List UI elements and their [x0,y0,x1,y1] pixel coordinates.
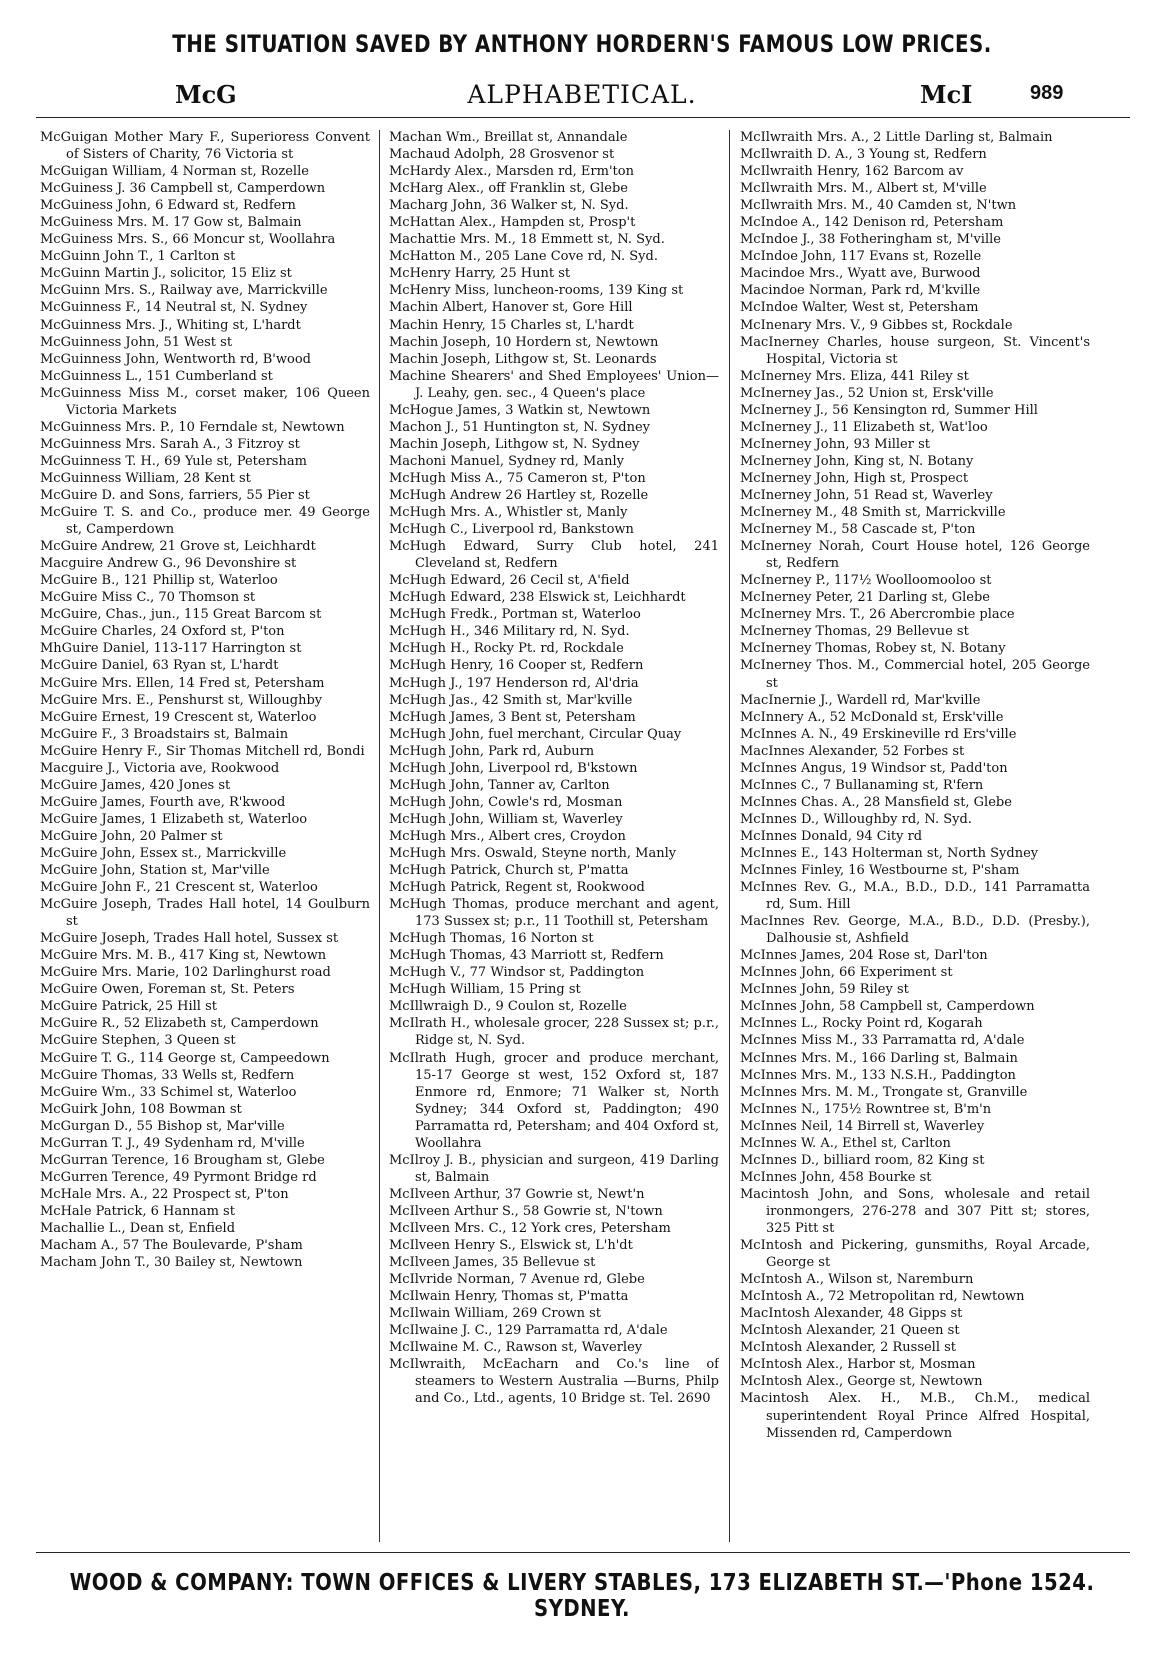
directory-entry: McHugh Patrick, Regent st, Rookwood [389,880,645,896]
directory-entry: McGuinness Mrs. J., Whiting st, L'hardt [40,317,301,333]
directory-entry: McIlwraith Mrs. M., Albert st, M'ville [740,181,987,197]
directory-entry: McGuire Henry F., Sir Thomas Mitchell rd, Bondi [40,743,365,759]
directory-entry: McGuire B., 121 Phillip st, Waterloo [40,573,278,589]
directory-entry: McInerney John, High st, Prospect [740,470,969,486]
directory-entry: McIndoe John, 117 Evans st, Rozelle [740,249,982,265]
directory-entry: McHugh John, Park rd, Auburn [389,743,595,759]
directory-entry: McGuire John F., 21 Crescent st, Waterloo [40,880,318,896]
directory-entry: McInerney J., 56 Kensington rd, Summer Hill [740,402,1038,418]
directory-entry: McGuire James, 1 Elizabeth st, Waterloo [40,811,308,827]
directory-entry: McGuire Charles, 24 Oxford st, P'ton [40,624,285,640]
directory-entry: Machin Joseph, 10 Hordern st, Newtown [389,334,659,350]
directory-entry: McInerney Mrs. T., 26 Abercrombie place [740,607,1015,623]
directory-entry: Macguire J., Victoria ave, Rookwood [40,760,280,776]
directory-entry: McGuinn Martin J., solicitor, 15 Eliz st [40,266,292,282]
directory-entry: McHugh C., Liverpool rd, Bankstown [389,522,634,538]
directory-entry: McIlwraith D. A., 3 Young st, Redfern [740,147,987,163]
directory-entry: McGuigan Mother Mary F., Superioress Convent of Sisters of Charity, 76 Victoria st [40,130,370,163]
directory-entry: McInnes Angus, 19 Windsor st, Padd'ton [740,760,1008,776]
directory-entry: McIndoe A., 142 Denison rd, Petersham [740,215,1004,231]
directory-entry: McInnes Chas. A., 28 Mansfield st, Glebe [740,794,1012,810]
directory-entry: McHugh Henry, 16 Cooper st, Redfern [389,658,644,674]
directory-entry: MacInnes Alexander, 52 Forbes st [740,743,965,759]
directory-entry: McIlveen Mrs. C., 12 York cres, Petersham [389,1221,671,1236]
directory-entry: McGuiness Mrs. M. 17 Gow st, Balmain [40,215,302,231]
directory-entry: McGuire Miss C., 70 Thomson st [40,590,256,606]
directory-entry: McIntosh A., Wilson st, Naremburn [740,1272,974,1288]
directory-entry: McInnes Mrs. M., 133 N.S.H., Paddington [740,1067,1016,1083]
directory-entry: McGuigan William, 4 Norman st, Rozelle [40,164,309,180]
directory-entry: McIlrath Hugh, grocer and produce merchant, 15-17 George st west, 152 Oxford st, 187 Enmore rd, Enmore; 71 Walker st, North Sydney; 344 Oxford st, Paddington; 490 Parramatta rd, Petersham; and 404 Oxford st, Woollahra [389,1050,719,1151]
directory-entry: McHenry Miss, luncheon-rooms, 139 King st [389,283,684,299]
page-header [0,80,1164,114]
directory-entry: McInnes Neil, 14 Birrell st, Waverley [740,1118,985,1134]
directory-entry: McHugh V., 77 Windsor st, Paddington [389,965,645,981]
directory-entry: McHugh Thomas, produce merchant and agent, 173 Sussex st; p.r., 11 Toothill st, Petersham [389,897,719,930]
directory-entry: McInnes L., Rocky Point rd, Kogarah [740,1016,983,1032]
directory-entry: MacInernie J., Wardell rd, Mar'kville [740,692,981,708]
directory-entry: McGuire T. S. and Co., produce mer. 49 George st, Camperdown [40,505,370,538]
directory-entry: MhGuire Daniel, 113-117 Harrington st [40,641,302,657]
directory-entry: McHugh J., 197 Henderson rd, Al'dria [389,675,639,691]
directory-entry: McIlwraith Mrs. A., 2 Little Darling st, Balmain [740,130,1053,145]
directory-entry: MacIntosh Alexander, 48 Gipps st [740,1306,963,1322]
top-advert-banner: THE SITUATION SAVED BY ANTHONY HORDERN'S FAMOUS LOW PRICES. [172,30,992,58]
bottom-advert-banner: WOOD & COMPANY: TOWN OFFICES & LIVERY STABLES, 173 ELIZABETH ST.—'Phone 1524. SYDNEY. [69,1570,1095,1622]
directory-entry: McHugh Jas., 42 Smith st, Mar'kville [389,692,633,708]
directory-entry: McGurren Terence, 49 Pyrmont Bridge rd [40,1169,317,1185]
directory-entry: McIlveen Henry S., Elswick st, L'h'dt [389,1238,633,1254]
directory-entry: McInnes D., Willoughby rd, N. Syd. [740,811,972,827]
directory-entry: Macguire Andrew G., 96 Devonshire st [40,556,297,572]
directory-entry: McGuire Mrs. Ellen, 14 Fred st, Petersham [40,675,325,691]
directory-entry: McIlveen Arthur, 37 Gowrie st, Newt'n [389,1186,645,1202]
header-right-guide: McI [920,80,973,109]
directory-entry: McHugh William, 15 Pring st [389,982,581,998]
directory-entry: Machattie Mrs. M., 18 Emmett st, N. Syd. [389,232,665,248]
directory-entry: Macham John T., 30 Bailey st, Newtown [40,1255,303,1271]
directory-column-3 [740,129,1090,1545]
directory-entry: McIlrath H., wholesale grocer, 228 Sussex st; p.r., Ridge st, N. Syd. [389,1016,719,1049]
directory-entry: McGuire John, Station st, Mar'ville [40,863,270,879]
directory-entry: McInerney J., 11 Elizabeth st, Wat'loo [740,419,988,435]
directory-entry: McIlwraith Mrs. M., 40 Camden st, N'twn [740,198,1017,214]
directory-entry: McInnes Donald, 94 City rd [740,828,923,844]
header-title: ALPHABETICAL. [467,80,697,109]
directory-entry: McGuinness William, 28 Kent st [40,470,251,486]
directory-entry: McHugh Edward, 238 Elswick st, Leichhardt [389,590,686,606]
directory-entry: McInerney P., 117½ Woolloomooloo st [740,573,992,589]
directory-entry: Machin Henry, 15 Charles st, L'hardt [389,317,634,333]
directory-entry: McGuinness Mrs. Sarah A., 3 Fitzroy st [40,436,300,452]
directory-entry: McGurran Terence, 16 Brougham st, Glebe [40,1152,325,1168]
directory-entry: McGuire T. G., 114 George st, Campeedown [40,1050,330,1066]
directory-entry: McIlwraith Henry, 162 Barcom av [740,164,964,180]
directory-entry: McGuire Ernest, 19 Crescent st, Waterloo [40,709,317,725]
directory-entry: Macharg John, 36 Walker st, N. Syd. [389,198,629,214]
directory-entry: McHattan Alex., Hampden st, Prosp't [389,215,636,231]
directory-entry: McInenary Mrs. V., 9 Gibbes st, Rockdale [740,317,1013,333]
column-divider-2 [729,130,730,1542]
directory-entry: McGuire Patrick, 25 Hill st [40,999,217,1015]
directory-entry: McIlveen Arthur S., 58 Gowrie st, N'town [389,1203,663,1219]
directory-entry: McHardy Alex., Marsden rd, Erm'ton [389,164,634,180]
directory-entry: McGuire John, Essex st., Marrickville [40,845,287,861]
directory-entry: McInnes John, 59 Riley st [740,982,909,998]
directory-entry: McIntosh Alexander, 2 Russell st [740,1340,957,1356]
directory-entry: MacInnes Rev. George, M.A., B.D., D.D. (Presby.), Dalhousie st, Ashfield [740,914,1090,947]
directory-entry: McGuire Stephen, 3 Queen st [40,1033,236,1049]
directory-column-2 [389,129,719,1545]
directory-entry: McGuire James, Fourth ave, R'kwood [40,794,286,810]
footer-rule [36,1552,1130,1553]
directory-entry: MacInerney Charles, house surgeon, St. Vincent's Hospital, Victoria st [740,334,1090,367]
directory-entry: McHale Patrick, 6 Hannam st [40,1203,235,1219]
directory-entry: McIlvride Norman, 7 Avenue rd, Glebe [389,1272,645,1288]
directory-entry: McInerney M., 48 Smith st, Marrickville [740,505,1006,521]
directory-entry: McGuinn John T., 1 Carlton st [40,249,236,265]
directory-entry: McHogue James, 3 Watkin st, Newtown [389,402,651,418]
directory-entry: McIlroy J. B., physician and surgeon, 419 Darling st, Balmain [389,1152,719,1185]
directory-entry: Machin Joseph, Lithgow st, N. Sydney [389,436,640,452]
directory-entry: McHugh John, Cowle's rd, Mosman [389,794,623,810]
directory-entry: McIntosh Alex., George st, Newtown [740,1374,983,1390]
directory-entry: McInnes N., 175½ Rowntree st, B'm'n [740,1101,992,1117]
directory-entry: McGuinn Mrs. S., Railway ave, Marrickville [40,283,328,299]
directory-entry: McHugh Thomas, 16 Norton st [389,931,594,947]
directory-entry: McInnery A., 52 McDonald st, Ersk'ville [740,709,1004,725]
directory-entry: McInnes Mrs. M. M., Trongate st, Granville [740,1084,1028,1100]
directory-entry: McGuire John, 20 Palmer st [40,828,223,844]
directory-entry: McGurgan D., 55 Bishop st, Mar'ville [40,1118,285,1134]
directory-entry: McGuinness John, Wentworth rd, B'wood [40,351,311,367]
directory-entry: McInnes Mrs. M., 166 Darling st, Balmain [740,1050,1018,1066]
directory-entry: McInnes Miss M., 33 Parramatta rd, A'dale [740,1033,1025,1049]
directory-entry: McGuinness John, 51 West st [40,334,233,350]
directory-entry: Machallie L., Dean st, Enfield [40,1221,236,1236]
directory-entry: McGuire James, 420 Jones st [40,777,231,793]
directory-entry: McInerney Thomas, Robey st, N. Botany [740,641,1006,657]
directory-entry: McIlwain William, 269 Crown st [389,1306,601,1322]
directory-entry: McIlwain Henry, Thomas st, P'matta [389,1289,629,1305]
directory-entry: McHugh Andrew 26 Hartley st, Rozelle [389,487,649,503]
directory-entry: McHugh Thomas, 43 Marriott st, Redfern [389,948,664,964]
header-rule [36,117,1130,118]
directory-entry: McInerney Mrs. Eliza, 441 Riley st [740,368,969,384]
directory-entry: McGuiness Mrs. S., 66 Moncur st, Woollahra [40,232,336,248]
directory-entry: McHugh John, William st, Waverley [389,811,623,827]
directory-entry: McGuire D. and Sons, farriers, 55 Pier st [40,487,310,503]
directory-entry: McHenry Harry, 25 Hunt st [389,266,571,282]
directory-entry: McInnes E., 143 Holterman st, North Sydney [740,845,1039,861]
directory-entry: McInerney John, King st, N. Botany [740,453,974,469]
directory-entry: McGuire Mrs. M. B., 417 King st, Newtown [40,948,327,964]
directory-entry: McGuire Andrew, 21 Grove st, Leichhardt [40,539,316,555]
directory-entry: McInnes John, 58 Campbell st, Camperdown [740,999,1035,1015]
directory-entry: McGuinness Miss M., corset maker, 106 Queen Victoria Markets [40,385,370,418]
directory-entry: McGuinness T. H., 69 Yule st, Petersham [40,453,307,469]
directory-entry: McIlveen James, 35 Bellevue st [389,1255,596,1271]
directory-entry: Macham A., 57 The Boulevarde, P'sham [40,1238,303,1254]
directory-entry: McGuire Thomas, 33 Wells st, Redfern [40,1067,295,1083]
directory-entry: Machin Albert, Hanover st, Gore Hill [389,300,633,316]
directory-entry: McGuirk John, 108 Bowman st [40,1101,242,1117]
directory-entry: McInnes D., billiard room, 82 King st [740,1152,985,1168]
directory-column-1 [40,129,370,1545]
directory-entry: McGuinness L., 151 Cumberland st [40,368,273,384]
directory-entry: McHatton M., 205 Lane Cove rd, N. Syd. [389,249,658,265]
directory-entry: Machon J., 51 Huntington st, N. Sydney [389,419,650,435]
directory-entry: McIntosh Alex., Harbor st, Mosman [740,1357,976,1373]
directory-entry: McIlwaine J. C., 129 Parramatta rd, A'dale [389,1323,668,1339]
directory-entry: Macindoe Norman, Park rd, M'kville [740,283,981,299]
directory-entry: McIllwraigh D., 9 Coulon st, Rozelle [389,999,627,1015]
directory-entry: McGuire Mrs. E., Penshurst st, Willoughby [40,692,323,708]
directory-entry: McIlwraith, McEacharn and Co.'s line of steamers to Western Australia —Burns, Philp and Co., Ltd., agents, 10 Bridge st. Tel. 2690 [389,1357,719,1407]
directory-entry: McHugh John, Liverpool rd, B'kstown [389,760,638,776]
directory-entry: McInerney Peter, 21 Darling st, Glebe [740,590,990,606]
directory-entry: McHugh Mrs., Albert cres, Croydon [389,828,626,844]
directory-entry: McHale Mrs. A., 22 Prospect st, P'ton [40,1186,289,1202]
directory-entry: McHugh Patrick, Church st, P'matta [389,863,629,879]
directory-entry: McHugh John, fuel merchant, Circular Quay [389,726,682,742]
directory-entry: McGuire Daniel, 63 Ryan st, L'hardt [40,658,279,674]
directory-entry: McInnes A. N., 49 Erskineville rd Ers'ville [740,726,1017,742]
directory-entry: McInerney Thos. M., Commercial hotel, 205 George st [740,658,1090,691]
directory-entry: McGuinness F., 14 Neutral st, N. Sydney [40,300,308,316]
directory-entry: McHugh John, Tanner av, Carlton [389,777,610,793]
directory-entry: McGuire F., 3 Broadstairs st, Balmain [40,726,289,742]
directory-entry: Machin Joseph, Lithgow st, St. Leonards [389,351,657,367]
directory-entry: McIndoe Walter, West st, Petersham [740,300,979,316]
directory-entry: McGuire Wm., 33 Schimel st, Waterloo [40,1084,297,1100]
directory-entry: McInnes John, 66 Experiment st [740,965,953,981]
page-number: 989 [1030,82,1064,104]
directory-entry: McInnes Rev. G., M.A., B.D., D.D., 141 Parramatta rd, Sum. Hill [740,880,1090,913]
directory-entry: McGuire Joseph, Trades Hall hotel, 14 Goulburn st [40,897,370,930]
directory-entry: McHugh H., Rocky Pt. rd, Rockdale [389,641,624,657]
directory-entry: McGuire, Chas., jun., 115 Great Barcom st [40,607,322,623]
directory-entry: McInerney M., 58 Cascade st, P'ton [740,522,976,538]
directory-entry: Macindoe Mrs., Wyatt ave, Burwood [740,266,981,282]
directory-entry: McHugh Edward, Surry Club hotel, 241 Cleveland st, Redfern [389,539,719,572]
directory-entry: McInerney Jas., 52 Union st, Ersk'ville [740,385,994,401]
directory-entry: McIntosh and Pickering, gunsmiths, Royal Arcade, George st [740,1238,1090,1271]
column-divider-1 [379,130,380,1542]
directory-entry: Macintosh Alex. H., M.B., Ch.M., medical superintendent Royal Prince Alfred Hospital, Missenden rd, Camperdown [740,1391,1090,1441]
directory-entry: McGuire Owen, Foreman st, St. Peters [40,982,295,998]
directory-entry: McIntosh Alexander, 21 Queen st [740,1323,960,1339]
directory-entry: McGuire Joseph, Trades Hall hotel, Sussex st [40,931,339,947]
directory-entry: McHugh Fredk., Portman st, Waterloo [389,607,641,623]
directory-entry: McGuinness Mrs. P., 10 Ferndale st, Newtown [40,419,345,435]
directory-entry: Macintosh John, and Sons, wholesale and retail ironmongers, 276-278 and 307 Pitt st; stores, 325 Pitt st [740,1186,1090,1236]
directory-entry: McHugh H., 346 Military rd, N. Syd. [389,624,630,640]
header-left-guide: McG [175,80,237,109]
directory-entry: McGuiness J. 36 Campbell st, Camperdown [40,181,326,197]
directory-entry: McHugh Miss A., 75 Cameron st, P'ton [389,470,646,486]
directory-entry: Machoni Manuel, Sydney rd, Manly [389,453,624,469]
directory-entry: Machine Shearers' and Shed Employees' Union—J. Leahy, gen. sec., 4 Queen's place [389,368,719,401]
directory-entry: McGurran T. J., 49 Sydenham rd, M'ville [40,1135,305,1151]
directory-entry: McInnes James, 204 Rose st, Darl'ton [740,948,988,964]
directory-entry: McInerney John, 93 Miller st [740,436,930,452]
directory-entry: McIlwaine M. C., Rawson st, Waverley [389,1340,643,1356]
directory-entry: McInnes Finley, 16 Westbourne st, P'sham [740,863,1020,879]
directory-entry: McIntosh A., 72 Metropolitan rd, Newtown [740,1289,1025,1305]
directory-entry: McInnes John, 458 Bourke st [740,1169,932,1185]
directory-entry: Machan Wm., Breillat st, Annandale [389,130,628,145]
directory-entry: McHugh James, 3 Bent st, Petersham [389,709,636,725]
directory-entry: McGuire Mrs. Marie, 102 Darlinghurst road [40,965,331,981]
directory-entry: Machaud Adolph, 28 Grosvenor st [389,147,615,163]
directory-entry: McHugh Mrs. A., Whistler st, Manly [389,505,628,521]
directory-entry: McHugh Mrs. Oswald, Steyne north, Manly [389,845,677,861]
directory-entry: McHarg Alex., off Franklin st, Glebe [389,181,628,197]
directory-entry: McInnes W. A., Ethel st, Carlton [740,1135,951,1151]
directory-entry: McInerney Thomas, 29 Bellevue st [740,624,969,640]
directory-entry: McIndoe J., 38 Fotheringham st, M'ville [740,232,1001,248]
directory-entry: McHugh Edward, 26 Cecil st, A'field [389,573,630,589]
directory-entry: McInerney Norah, Court House hotel, 126 George st, Redfern [740,539,1090,572]
directory-entry: McInerney John, 51 Read st, Waverley [740,487,993,503]
directory-entry: McInnes C., 7 Bullanaming st, R'fern [740,777,984,793]
directory-entry: McGuire R., 52 Elizabeth st, Camperdown [40,1016,319,1032]
directory-entry: McGuiness John, 6 Edward st, Redfern [40,198,296,214]
